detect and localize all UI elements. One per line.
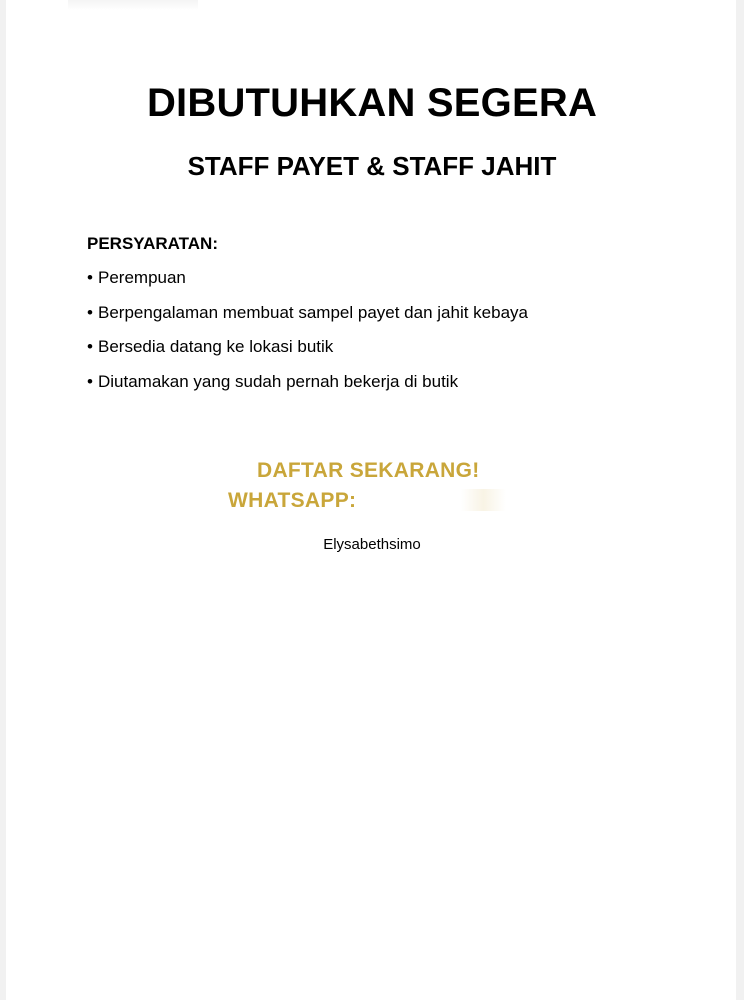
scan-smudge xyxy=(68,0,198,10)
bullet-icon: • xyxy=(87,268,93,287)
whatsapp-label: WHATSAPP xyxy=(228,489,350,512)
author-name: Elysabethsimo xyxy=(323,536,421,553)
list-item xyxy=(87,336,528,371)
redacted-phone-number xyxy=(356,489,506,511)
requirements-list xyxy=(87,267,528,405)
list-item xyxy=(87,371,528,406)
requirement-text: Perempuan xyxy=(98,268,186,287)
requirement-text: Diutamakan yang sudah pernah bekerja di butik xyxy=(98,371,459,391)
requirement-text: Bersedia datang ke lokasi butik xyxy=(98,337,334,356)
call-to-action: DAFTAR SEKARANG! xyxy=(257,459,480,482)
whatsapp-separator: : xyxy=(349,489,357,512)
list-item xyxy=(87,267,528,302)
bullet-icon: • xyxy=(87,371,93,391)
bullet-icon: • xyxy=(87,337,93,356)
page-title: DIBUTUHKAN SEGERA xyxy=(146,81,598,125)
whatsapp-contact xyxy=(228,489,506,513)
requirements-heading: PERSYARATAN: xyxy=(87,234,218,253)
bullet-icon: • xyxy=(87,302,93,322)
list-item xyxy=(87,302,528,337)
requirement-text: Berpengalaman membuat sampel payet dan jahit kebaya xyxy=(98,302,528,322)
page-subtitle: STAFF PAYET & STAFF JAHIT xyxy=(187,151,557,181)
